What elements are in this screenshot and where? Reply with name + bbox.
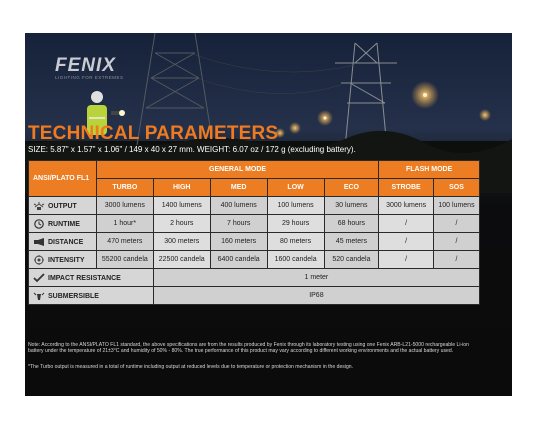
mode-header: LOW (267, 179, 324, 197)
impact-value: 1 meter (153, 269, 479, 287)
table-cell: 1 hour* (96, 215, 153, 233)
table-row (29, 197, 480, 215)
table-row (29, 233, 480, 251)
flash-mode-header: FLASH MODE (379, 161, 480, 179)
spec-table (28, 160, 480, 305)
table-cell: 30 lumens (324, 197, 379, 215)
model-header: ANSI/PLATO FL1 (29, 161, 97, 197)
mode-header: MED (210, 179, 267, 197)
table-cell: 45 meters (324, 233, 379, 251)
table-cell: 100 lumens (433, 197, 479, 215)
table-cell: 3000 lumens (379, 197, 434, 215)
row-label (29, 197, 97, 215)
footnote-standard: Note: According to the ANSI/PLATO FL1 standard, the above specifications are from the results produced by Fenix through its laboratory testing using one Fenix ARB-L21-5000 rechargeable Li-ion battery under the temperature of 21±3°C and humidity of 50% - 80%. The true performance of this product may vary according to different working environments and the actual battery used. (28, 342, 469, 354)
table-cell: 520 candela (324, 251, 379, 269)
table-cell: 7 hours (210, 215, 267, 233)
table-row (29, 251, 480, 269)
table-cell: 100 lumens (267, 197, 324, 215)
general-mode-header: GENERAL MODE (96, 161, 378, 179)
table-row (29, 269, 480, 287)
brand-tagline: LIGHTING FOR EXTREMES (55, 75, 124, 80)
page-title: TECHNICAL PARAMETERS (28, 123, 279, 144)
table-cell: 470 meters (96, 233, 153, 251)
row-label (29, 233, 97, 251)
row-label-text: OUTPUT (48, 202, 77, 210)
table-cell: 2 hours (153, 215, 210, 233)
row-label (29, 287, 154, 305)
table-cell: 6400 candela (210, 251, 267, 269)
table-cell: / (379, 251, 434, 269)
table-row (29, 287, 480, 305)
submersible-icon (33, 291, 45, 301)
row-label (29, 251, 97, 269)
table-cell: 55200 candela (96, 251, 153, 269)
fenix-logo: FENIX (55, 55, 116, 76)
table-cell: / (379, 215, 434, 233)
table-cell: 80 meters (267, 233, 324, 251)
mode-header: HIGH (153, 179, 210, 197)
table-cell: 160 meters (210, 233, 267, 251)
row-label-text: DISTANCE (48, 238, 84, 246)
size-weight-line: SIZE: 5.87" x 1.57" x 1.06" / 149 x 40 x 27 mm. WEIGHT: 6.07 oz / 172 g (excluding battery). (28, 145, 356, 154)
table-cell: / (433, 215, 479, 233)
row-label-text: SUBMERSIBLE (48, 292, 99, 300)
row-label (29, 269, 154, 287)
row-label (29, 215, 97, 233)
output-icon (33, 201, 45, 211)
mode-header: ECO (324, 179, 379, 197)
clock-icon (33, 219, 45, 229)
table-cell: 29 hours (267, 215, 324, 233)
table-cell: 68 hours (324, 215, 379, 233)
mode-header: TURBO (96, 179, 153, 197)
table-cell: / (433, 251, 479, 269)
mode-header: STROBE (379, 179, 434, 197)
submersible-value: IP68 (153, 287, 479, 305)
impact-icon (33, 273, 45, 283)
row-label-text: RUNTIME (48, 220, 80, 228)
distance-icon (33, 237, 45, 247)
table-cell: 300 meters (153, 233, 210, 251)
intensity-icon (33, 255, 45, 265)
row-label-text: INTENSITY (48, 256, 85, 264)
footnote-turbo: *The Turbo output is measured in a total of runtime including output at reduced levels due to temperature or protection mechanism in the design. (28, 364, 354, 370)
table-row (29, 215, 480, 233)
row-label-text: IMPACT RESISTANCE (48, 274, 121, 282)
table-cell: / (433, 233, 479, 251)
table-cell: 22500 candela (153, 251, 210, 269)
table-cell: 1600 candela (267, 251, 324, 269)
table-cell: / (379, 233, 434, 251)
table-cell: 1400 lumens (153, 197, 210, 215)
table-cell: 400 lumens (210, 197, 267, 215)
table-cell: 3000 lumens (96, 197, 153, 215)
mode-header: SOS (433, 179, 479, 197)
